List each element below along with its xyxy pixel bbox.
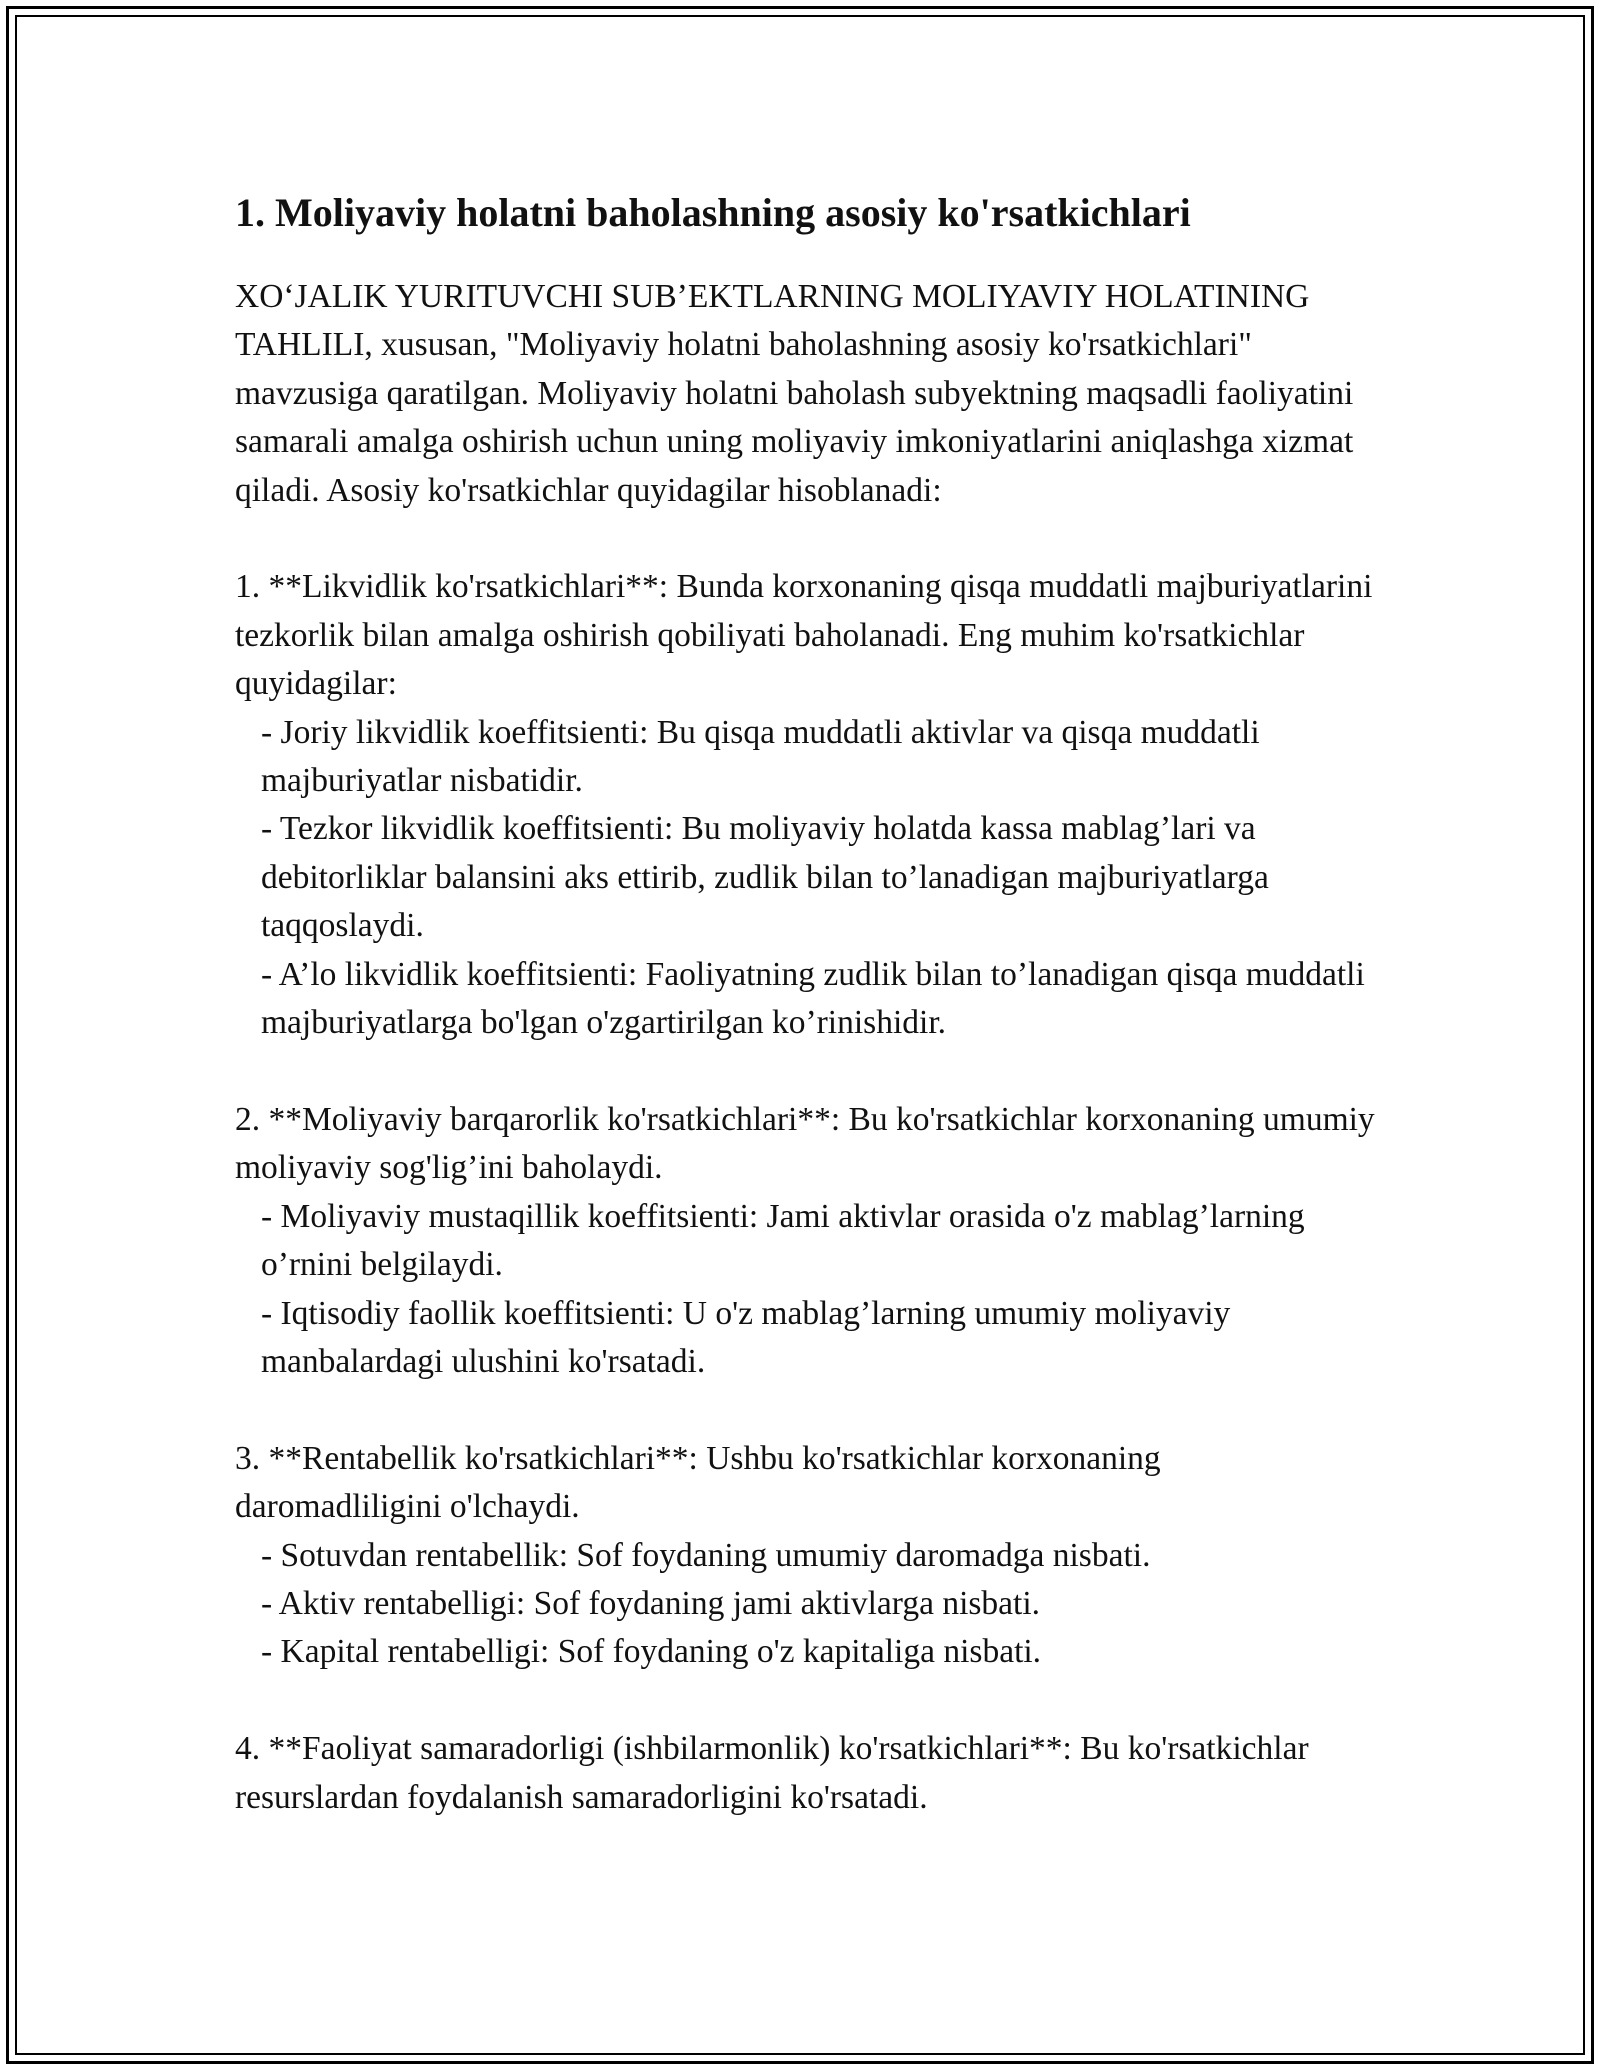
- section-1-item-3: - A’lo likvidlik koeffitsienti: Faoliyatning zudlik bilan to’lanadigan qisqa muddatli majburiyatlarga bo'lgan o'zgartirilgan ko’rinishidir.: [261, 955, 1365, 1042]
- section-2-item-1: - Moliyaviy mustaqillik koeffitsienti: Jami aktivlar orasida o'z mablag’larning o’rnini belgilaydi.: [261, 1197, 1305, 1284]
- section-3-heading: 3. **Rentabellik ko'rsatkichlari**: Ushbu ko'rsatkichlar korxonaning daromadliligini o'lchaydi.: [235, 1439, 1161, 1526]
- intro-paragraph: XO‘JALIK YURITUVCHI SUB’EKTLARNING MOLIYAVIY HOLATINING TAHLILI, xususan, "Moliyaviy holatni baholashning asosiy ko'rsatkichlari" mavzusiga qaratilgan. Moliyaviy holatni baholash subyektning maqsadli faoliyatini samarali amalga oshirish uchun uning moliyaviy imkoniyatlarini aniqlashga xizmat qiladi. Asosiy ko'rsatkichlar quyidagilar hisoblanadi:: [235, 278, 1354, 509]
- section-1-item-1: - Joriy likvidlik koeffitsienti: Bu qisqa muddatli aktivlar va qisqa muddatli majburiyatlar nisbatidir.: [261, 713, 1260, 800]
- section-4-heading: 4. **Faoliyat samaradorligi (ishbilarmonlik) ko'rsatkichlari**: Bu ko'rsatkichlar resurslardan foydalanish samaradorligini ko'rsatadi.: [235, 1730, 1309, 1816]
- section-2-heading: 2. **Moliyaviy barqarorlik ko'rsatkichlari**: Bu ko'rsatkichlar korxonaning umumiy moliyaviy sog'lig’ini baholaydi.: [235, 1100, 1375, 1187]
- document-body: [235, 183, 1375, 1822]
- document-title: 1. Moliyaviy holatni baholashning asosiy ko'rsatkichlari: [235, 190, 1191, 235]
- paragraph-gap: [235, 1677, 1375, 1725]
- paragraph-gap: [235, 1047, 1375, 1095]
- section-3-item-1: - Sotuvdan rentabellik: Sof foydaning umumiy daromadga nisbati.: [261, 1536, 1151, 1574]
- paragraph-gap: [235, 1386, 1375, 1434]
- section-3-item-2: - Aktiv rentabelligi: Sof foydaning jami aktivlarga nisbati.: [261, 1584, 1041, 1622]
- section-3-item-3: - Kapital rentabelligi: Sof foydaning o'z kapitaliga nisbati.: [261, 1633, 1042, 1671]
- section-2-item-2: - Iqtisodiy faollik koeffitsienti: U o'z mablag’larning umumiy moliyaviy manbalardagi ulushini ko'rsatadi.: [261, 1294, 1231, 1380]
- paragraph-gap: [235, 515, 1375, 563]
- section-1-heading: 1. **Likvidlik ko'rsatkichlari**: Bunda korxonaning qisqa muddatli majburiyatlarini tezkorlik bilan amalga oshirish qobiliyati baholanadi. Eng muhim ko'rsatkichlar quyidagilar:: [235, 568, 1373, 703]
- section-1-item-2: - Tezkor likvidlik koeffitsienti: Bu moliyaviy holatda kassa mablag’lari va debitorliklar balansini aks ettirib, zudlik bilan to’lanadigan majburiyatlarga taqqoslaydi.: [261, 810, 1269, 945]
